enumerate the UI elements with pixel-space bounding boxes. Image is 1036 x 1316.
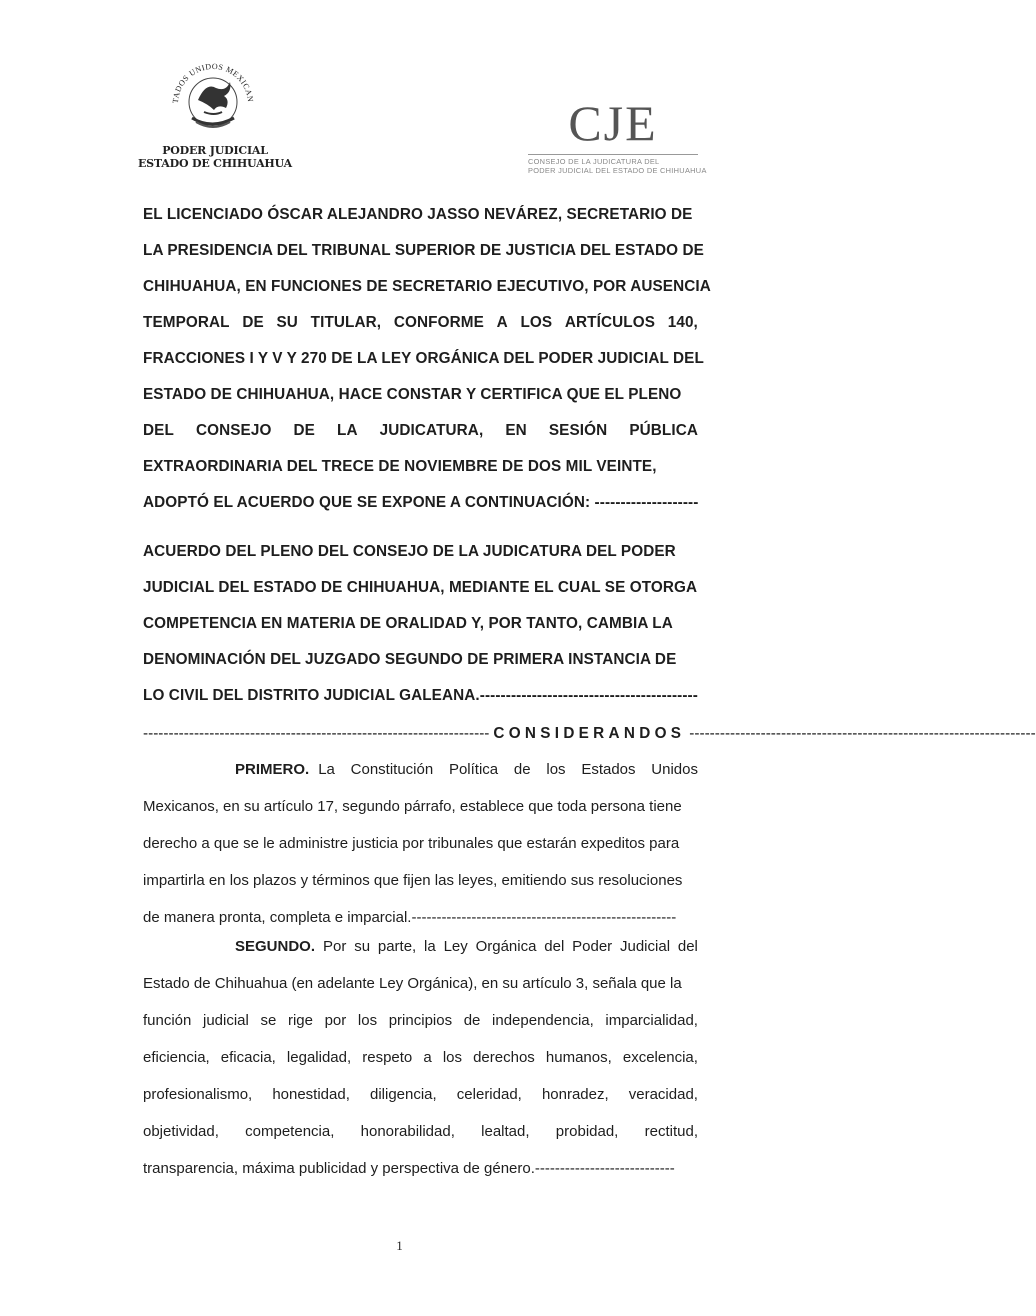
seal-line-1: PODER JUDICIAL [162, 144, 268, 157]
agreement-line: LO CIVIL DEL DISTRITO JUDICIAL GALEANA.------------------------------------------ [143, 687, 698, 704]
word: honorabilidad, [360, 1123, 455, 1140]
agreement-line: ACUERDO DEL PLENO DEL CONSEJO DE LA JUDICATURA DEL PODER [143, 543, 676, 560]
cje-divider [528, 154, 698, 155]
cje-subtitle-1: CONSEJO DE LA JUDICATURA DEL [528, 157, 660, 166]
word: rectitud, [644, 1123, 698, 1140]
word: legalidad, [286, 1049, 352, 1066]
word: parte, [377, 938, 417, 955]
dash-fill-left: -------------------------------------------------------------------- [143, 725, 490, 742]
word: de [463, 1012, 481, 1029]
primero-label: PRIMERO. [235, 761, 310, 778]
word: LA [337, 422, 358, 439]
seal-ring-text: TADOS UNIDOS MEXICAN [170, 61, 256, 104]
word: TITULAR, [310, 314, 382, 331]
word: objetividad, [143, 1123, 219, 1140]
word: humanos, [545, 1049, 612, 1066]
word: eficiencia, [143, 1049, 210, 1066]
certification-line: ADOPTÓ EL ACUERDO QUE SE EXPONE A CONTINUACIÓN: -------------------- [143, 494, 699, 511]
word: eficacia, [220, 1049, 276, 1066]
escudo-nacional-mexicano-icon [168, 52, 258, 144]
segundo-line [143, 1012, 698, 1032]
certification-line: EXTRAORDINARIA DEL TRECE DE NOVIEMBRE DE DOS MIL VEINTE, [143, 458, 657, 475]
word: del [544, 938, 565, 955]
agreement-line: COMPETENCIA EN MATERIA DE ORALIDAD Y, POR TANTO, CAMBIA LA [143, 615, 673, 632]
agreement-line: JUDICIAL DEL ESTADO DE CHIHUAHUA, MEDIANTE EL CUAL SE OTORGA [143, 579, 698, 596]
certification-line: LA PRESIDENCIA DEL TRIBUNAL SUPERIOR DE JUSTICIA DEL ESTADO DE [143, 242, 704, 259]
word: Por [323, 938, 347, 955]
agreement-line: DENOMINACIÓN DEL JUZGADO SEGUNDO DE PRIMERA INSTANCIA DE [143, 651, 677, 668]
word: Unidos [651, 761, 698, 778]
seal-line-2: ESTADO DE CHIHUAHUA [137, 157, 292, 170]
word: probidad, [555, 1123, 619, 1140]
word: lealtad, [481, 1123, 530, 1140]
primero-line: derecho a que se le administre justicia por tribunales que estarán expeditos para [143, 835, 680, 852]
word: honradez, [541, 1086, 609, 1103]
certification-line: ESTADO DE CHIHUAHUA, HACE CONSTAR Y CERTIFICA QUE EL PLENO [143, 386, 682, 403]
primero-line: de manera pronta, completa e imparcial.----------------------------------------------------- [143, 909, 677, 926]
word: a [423, 1049, 432, 1066]
segundo-line [143, 1123, 698, 1143]
word: judicial [203, 1012, 249, 1029]
word: CONSEJO [195, 422, 272, 439]
word: TEMPORAL [143, 314, 230, 331]
word: su [354, 938, 371, 955]
segundo-first-line [323, 938, 698, 958]
segundo-line: Estado de Chihuahua (en adelante Ley Orgánica), en su artículo 3, señala que la [143, 975, 682, 992]
segundo-line [143, 1049, 698, 1069]
seal-caption [120, 144, 310, 170]
word: LOS [520, 314, 553, 331]
word: profesionalismo, [143, 1086, 253, 1103]
word: de [513, 761, 531, 778]
segundo-line: transparencia, máxima publicidad y perspectiva de género.---------------------------- [143, 1160, 675, 1177]
considerandos-heading: CONSIDERANDOS [493, 725, 686, 742]
segundo-label: SEGUNDO. [235, 938, 316, 955]
word: CONFORME [393, 314, 484, 331]
word: independencia, [492, 1012, 594, 1029]
word: derechos [473, 1049, 535, 1066]
cje-subtitle-2: PODER JUDICIAL DEL ESTADO DE CHIHUAHUA [528, 166, 707, 175]
certification-line: FRACCIONES I Y V Y 270 DE LA LEY ORGÁNICA DEL PODER JUDICIAL DEL [143, 350, 704, 367]
word: diligencia, [369, 1086, 437, 1103]
word: Poder [572, 938, 613, 955]
word: la [424, 938, 436, 955]
word: Constitución [350, 761, 434, 778]
page-number: 1 [396, 1238, 403, 1253]
word: por [324, 1012, 347, 1029]
word: SESIÓN [548, 422, 608, 439]
cje-logo-block [528, 95, 707, 175]
word: celeridad, [456, 1086, 522, 1103]
word: principios [388, 1012, 453, 1029]
word: Política [448, 761, 499, 778]
certification-line: EL LICENCIADO ÓSCAR ALEJANDRO JASSO NEVÁREZ, SECRETARIO DE [143, 206, 693, 223]
word: JUDICATURA, [379, 422, 484, 439]
word: DE [293, 422, 315, 439]
word: Orgánica [475, 938, 537, 955]
word: honestidad, [272, 1086, 350, 1103]
word: del [677, 938, 698, 955]
word: respeto [362, 1049, 413, 1066]
word: La [318, 761, 335, 778]
word: competencia, [245, 1123, 335, 1140]
word: función [143, 1012, 192, 1029]
certification-line [143, 314, 698, 334]
dash-fill-right: -------------------------------------------------------------------- [689, 725, 1036, 742]
word: EN [505, 422, 527, 439]
word: Judicial [620, 938, 671, 955]
word: los [546, 761, 566, 778]
primero-line: Mexicanos, en su artículo 17, segundo párrafo, establece que toda persona tiene [143, 798, 682, 815]
word: A [496, 314, 508, 331]
certification-line [143, 422, 698, 442]
word: DE [242, 314, 264, 331]
certification-line: CHIHUAHUA, EN FUNCIONES DE SECRETARIO EJECUTIVO, POR AUSENCIA [143, 278, 711, 295]
word: veracidad, [628, 1086, 698, 1103]
primero-first-line [318, 761, 698, 781]
word: ARTÍCULOS [564, 314, 656, 331]
segundo-line [143, 1086, 698, 1106]
word: DEL [143, 422, 174, 439]
word: Estados [581, 761, 636, 778]
word: los [442, 1049, 462, 1066]
word: rige [287, 1012, 313, 1029]
primero-line: impartirla en los plazos y términos que fijen las leyes, emitiendo sus resoluciones [143, 872, 683, 889]
word: Ley [443, 938, 468, 955]
word: imparcialidad, [605, 1012, 698, 1029]
word: 140, [667, 314, 698, 331]
word: excelencia, [622, 1049, 698, 1066]
word: los [357, 1012, 378, 1029]
word: SU [276, 314, 298, 331]
cje-logo: CJE [568, 95, 658, 151]
word: PÚBLICA [629, 422, 698, 439]
word: se [260, 1012, 277, 1029]
